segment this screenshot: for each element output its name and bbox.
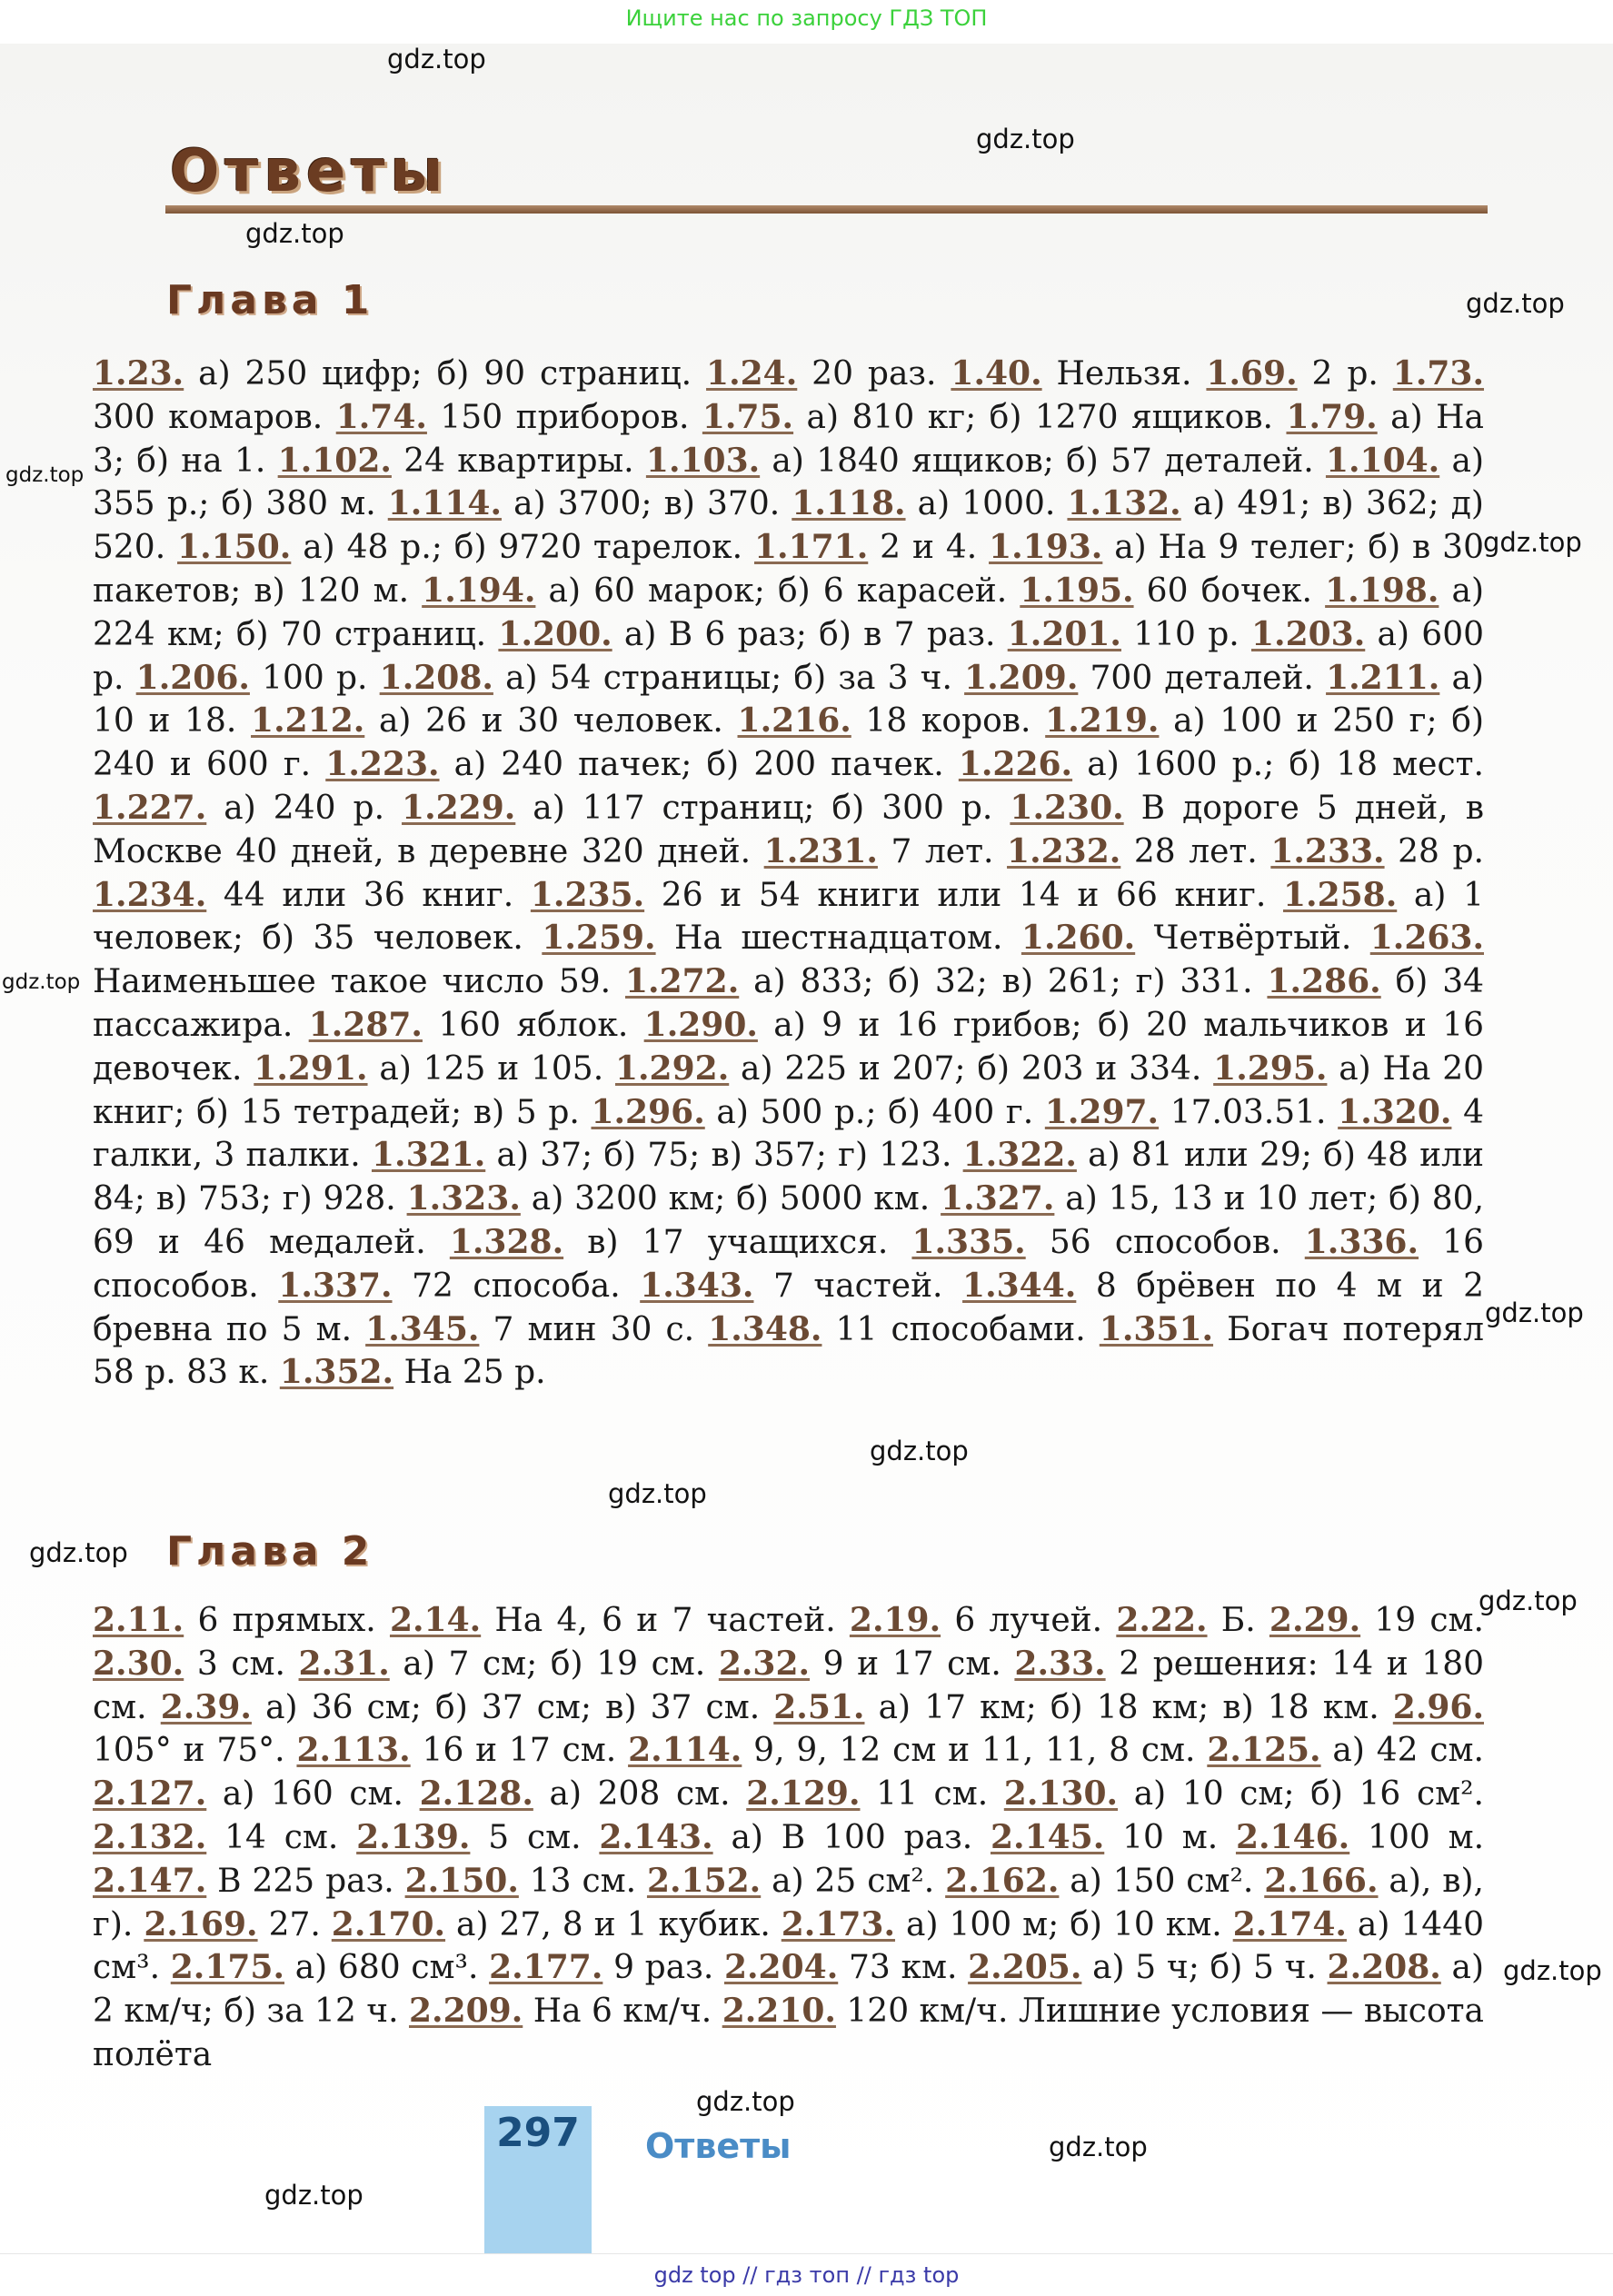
answer-number: 1.292. bbox=[614, 1049, 730, 1088]
answer-text: а) 54 страницы; б) за 3 ч. bbox=[493, 659, 965, 697]
answer-text: а) 1000. bbox=[905, 485, 1068, 523]
answer-number: 2.209. bbox=[409, 1992, 523, 2031]
answer-text: а) 27, 8 и 1 кубик. bbox=[445, 1905, 782, 1943]
page-number: 297 bbox=[496, 2110, 580, 2156]
answer-text: а) 160 см. bbox=[206, 1775, 420, 1814]
answer-number: 2.125. bbox=[1207, 1731, 1321, 1770]
answer-text: 56 способов. bbox=[1025, 1223, 1305, 1261]
answer-text: а) 491; в) 362; д) 520. bbox=[93, 485, 1484, 567]
answer-number: 1.198. bbox=[1325, 571, 1439, 610]
watermark: gdz.top bbox=[5, 463, 85, 487]
answer-text: Богач потерял 58 р. 83 к. bbox=[93, 1310, 1484, 1392]
answer-number: 1.24. bbox=[706, 354, 798, 393]
watermark: gdz.top bbox=[2, 970, 81, 994]
answer-text: а) 48 р.; б) 9720 тарелок. bbox=[291, 529, 754, 567]
answer-text: 120 км/ч. Лишние условия — высота полёта bbox=[93, 1993, 1484, 2073]
answer-text: а) 36 см; б) 37 см; в) 37 см. bbox=[251, 1688, 774, 1726]
answer-number: 2.173. bbox=[781, 1904, 896, 1943]
answer-number: 1.290. bbox=[643, 1005, 758, 1044]
answer-text: 9 и 17 см. bbox=[810, 1645, 1015, 1683]
answer-number: 1.263. bbox=[1369, 919, 1484, 958]
answer-number: 2.146. bbox=[1235, 1817, 1350, 1856]
answer-text: 18 коров. bbox=[851, 702, 1046, 740]
answer-number: 1.209. bbox=[964, 658, 1079, 697]
answer-number: 1.234. bbox=[93, 875, 207, 914]
answer-text: 2 решения: 14 и 180 см. bbox=[93, 1645, 1485, 1726]
answer-text: 60 бочек. bbox=[1133, 572, 1326, 610]
answer-number: 1.103. bbox=[645, 441, 761, 480]
answer-text: а) 150 см². bbox=[1059, 1862, 1265, 1900]
answer-number: 2.174. bbox=[1232, 1904, 1347, 1943]
chapter-1-answers bbox=[93, 353, 1484, 1395]
answer-number: 1.272. bbox=[624, 962, 740, 1001]
answer-number: 1.233. bbox=[1270, 831, 1385, 870]
top-banner-link[interactable]: Ищите нас по запросу ГДЗ ТОП bbox=[625, 5, 988, 31]
answer-number: 1.104. bbox=[1325, 441, 1440, 480]
answer-text: 2 и 4. bbox=[868, 529, 990, 567]
answer-number: 2.170. bbox=[331, 1904, 446, 1943]
answer-text: 7 лет. bbox=[877, 832, 1008, 870]
answer-number: 1.79. bbox=[1286, 397, 1378, 436]
answer-text: 6 прямых. bbox=[184, 1602, 390, 1639]
answer-number: 2.150. bbox=[404, 1861, 519, 1900]
watermark: gdz.top bbox=[387, 44, 486, 75]
answer-text: а) 100 и 250 г; б) 240 и 600 г. bbox=[93, 702, 1485, 784]
answer-number: 1.351. bbox=[1099, 1309, 1214, 1348]
answer-text: 13 см. bbox=[518, 1862, 647, 1900]
answer-text: а) 810 кг; б) 1270 ящиков. bbox=[793, 398, 1287, 436]
answer-number: 2.162. bbox=[945, 1861, 1060, 1900]
answer-text: В дороге 5 дней, в Москве 40 дней, в деревне 320 дней. bbox=[93, 789, 1484, 870]
title-divider bbox=[165, 205, 1488, 214]
answer-number: 2.145. bbox=[990, 1817, 1105, 1856]
watermark: gdz.top bbox=[245, 218, 344, 249]
answer-number: 2.51. bbox=[773, 1687, 865, 1726]
answer-number: 1.296. bbox=[591, 1092, 705, 1131]
answer-number: 1.320. bbox=[1338, 1092, 1452, 1131]
answer-text: 72 способа. bbox=[392, 1267, 641, 1305]
answer-number: 1.75. bbox=[702, 397, 794, 436]
answer-number: 1.216. bbox=[737, 701, 851, 740]
answer-text: а) 224 км; б) 70 страниц. bbox=[93, 572, 1484, 653]
answer-number: 2.127. bbox=[93, 1774, 207, 1814]
answer-text: 9 раз. bbox=[602, 1949, 724, 1987]
watermark: gdz.top bbox=[696, 2086, 795, 2117]
answer-number: 1.201. bbox=[1007, 614, 1121, 653]
watermark: gdz.top bbox=[1479, 1585, 1578, 1616]
answer-number: 1.322. bbox=[962, 1136, 1077, 1175]
answer-text: а) 42 см. bbox=[1320, 1732, 1484, 1770]
answer-number: 2.22. bbox=[1116, 1601, 1208, 1639]
watermark: gdz.top bbox=[608, 1478, 707, 1509]
answer-number: 2.139. bbox=[356, 1817, 471, 1856]
answer-text: В 225 раз. bbox=[206, 1862, 405, 1900]
answer-number: 2.11. bbox=[93, 1601, 184, 1639]
answer-number: 1.297. bbox=[1044, 1092, 1160, 1131]
answer-text: а) 15, 13 и 10 лет; б) 80, 69 и 46 медалей. bbox=[93, 1180, 1485, 1261]
chapter-heading-1: Глава 1 bbox=[166, 277, 374, 323]
answer-number: 2.30. bbox=[93, 1644, 184, 1683]
answer-text: 100 м. bbox=[1349, 1818, 1485, 1856]
answer-text: 7 мин 30 с. bbox=[479, 1310, 709, 1348]
answer-number: 1.348. bbox=[708, 1309, 822, 1348]
answer-text: Нельзя. bbox=[1041, 355, 1207, 393]
answer-number: 1.40. bbox=[951, 354, 1042, 393]
answer-text: б) 34 пассажира. bbox=[93, 963, 1484, 1044]
answer-number: 2.169. bbox=[144, 1904, 258, 1943]
answer-text: 27. bbox=[257, 1905, 332, 1943]
answer-text: Наименьшее такое число 59. bbox=[93, 963, 625, 1001]
answer-number: 1.291. bbox=[254, 1049, 368, 1088]
answer-text: 10 м. bbox=[1104, 1818, 1236, 1856]
answer-number: 1.171. bbox=[754, 528, 869, 567]
answer-number: 2.205. bbox=[968, 1948, 1082, 1987]
answer-text: а) 208 см. bbox=[533, 1775, 747, 1814]
answer-number: 1.345. bbox=[365, 1309, 480, 1348]
answer-text: а) 1600 р.; б) 18 мест. bbox=[1072, 746, 1484, 784]
answer-text: На 6 км/ч. bbox=[523, 1993, 722, 2031]
answer-text: Б. bbox=[1207, 1602, 1269, 1639]
answer-text: а) 1840 ящиков; б) 57 деталей. bbox=[760, 442, 1326, 480]
answer-text: 16 и 17 см. bbox=[410, 1732, 629, 1770]
answer-text: 6 лучей. bbox=[941, 1602, 1117, 1639]
answer-number: 1.195. bbox=[1020, 571, 1134, 610]
answer-number: 1.219. bbox=[1045, 701, 1160, 740]
answer-number: 1.327. bbox=[941, 1179, 1055, 1218]
answer-number: 2.32. bbox=[718, 1644, 811, 1683]
answer-number: 1.226. bbox=[958, 745, 1073, 784]
watermark: gdz.top bbox=[1483, 527, 1582, 558]
answer-text: а) На 9 телег; б) в 30 пакетов; в) 120 м. bbox=[93, 529, 1484, 610]
answer-text: а) 5 ч; б) 5 ч. bbox=[1081, 1949, 1328, 1987]
answer-number: 1.259. bbox=[542, 919, 656, 958]
answer-number: 1.208. bbox=[379, 658, 493, 697]
answer-number: 1.132. bbox=[1067, 484, 1181, 523]
answer-number: 1.295. bbox=[1213, 1049, 1328, 1088]
answer-number: 2.29. bbox=[1269, 1601, 1361, 1639]
answer-number: 1.69. bbox=[1206, 354, 1298, 393]
answer-number: 2.130. bbox=[1003, 1774, 1119, 1814]
answer-text: а) 680 см³. bbox=[284, 1949, 490, 1987]
answer-text: 28 лет. bbox=[1120, 832, 1271, 870]
answer-text: 14 см. bbox=[206, 1818, 357, 1856]
page-title: Ответы bbox=[170, 138, 449, 205]
answer-number: 1.344. bbox=[962, 1266, 1077, 1305]
answer-number: 2.19. bbox=[849, 1601, 941, 1639]
answer-text: а) 3200 км; б) 5000 км. bbox=[520, 1180, 941, 1218]
footer-section-title: Ответы bbox=[645, 2126, 792, 2166]
answer-text: На 25 р. bbox=[393, 1354, 546, 1392]
watermark: gdz.top bbox=[1049, 2132, 1148, 2162]
answer-text: а) 240 пачек; б) 200 пачек. bbox=[439, 746, 959, 784]
answer-text: 28 р. bbox=[1384, 832, 1484, 870]
answer-text: 700 деталей. bbox=[1078, 659, 1327, 697]
answer-text: 4 галки, 3 палки. bbox=[93, 1093, 1484, 1175]
answer-text: 44 или 36 книг. bbox=[206, 876, 531, 914]
answer-text: Четвёртый. bbox=[1135, 919, 1370, 958]
answer-number: 1.229. bbox=[402, 788, 516, 827]
answer-number: 1.206. bbox=[135, 658, 250, 697]
answer-number: 2.143. bbox=[599, 1817, 713, 1856]
answer-text: 160 яблок. bbox=[422, 1006, 644, 1044]
answer-number: 1.335. bbox=[911, 1222, 1026, 1261]
answer-number: 1.323. bbox=[406, 1179, 521, 1218]
answer-text: а) 240 р. bbox=[206, 789, 403, 827]
answer-number: 1.212. bbox=[251, 701, 365, 740]
answer-number: 1.102. bbox=[277, 441, 392, 480]
answer-text: а) 1 человек; б) 35 человек. bbox=[93, 876, 1484, 958]
answer-text: а) 10 и 18. bbox=[93, 659, 1485, 740]
answer-number: 1.74. bbox=[335, 397, 427, 436]
answer-number: 2.96. bbox=[1392, 1687, 1484, 1726]
answer-text: а) 500 р.; б) 400 г. bbox=[704, 1093, 1045, 1131]
watermark: gdz.top bbox=[1466, 288, 1565, 319]
answer-number: 1.231. bbox=[763, 831, 878, 870]
answer-number: 1.203. bbox=[1250, 614, 1366, 653]
answer-number: 1.343. bbox=[640, 1266, 754, 1305]
answer-text: а) 225 и 207; б) 203 и 334. bbox=[729, 1049, 1214, 1088]
answer-text: а), в), г). bbox=[93, 1862, 1484, 1943]
answer-text: 110 р. bbox=[1120, 615, 1251, 653]
watermark: gdz.top bbox=[264, 2180, 363, 2211]
answer-number: 2.113. bbox=[296, 1731, 411, 1770]
answer-text: а) 2 км/ч; б) за 12 ч. bbox=[93, 1949, 1484, 2031]
answer-number: 1.118. bbox=[792, 484, 906, 523]
answer-text: а) 10 см; б) 16 см². bbox=[1118, 1775, 1485, 1814]
answer-text: а) 600 р. bbox=[93, 615, 1485, 697]
answer-text: 24 квартиры. bbox=[391, 442, 646, 480]
answer-text: а) 25 см². bbox=[761, 1862, 946, 1900]
answer-text: а) На 3; б) на 1. bbox=[93, 398, 1484, 480]
answer-number: 1.73. bbox=[1392, 354, 1484, 393]
answer-number: 1.23. bbox=[93, 354, 184, 393]
answer-number: 2.175. bbox=[170, 1948, 285, 1987]
bottom-banner: gdz top // гдз топ // гдз top bbox=[0, 2253, 1613, 2296]
answer-text: а) 9 и 16 грибов; б) 20 мальчиков и 16 девочек. bbox=[93, 1006, 1485, 1088]
answer-text: а) 17 км; б) 18 км; в) 18 км. bbox=[864, 1688, 1393, 1726]
answer-number: 1.328. bbox=[449, 1222, 564, 1261]
answer-text: 11 см. bbox=[860, 1775, 1004, 1814]
answer-text: 8 брёвен по 4 м и 2 бревна по 5 м. bbox=[93, 1267, 1485, 1348]
answer-number: 1.287. bbox=[308, 1005, 423, 1044]
answer-text: а) 81 или 29; б) 48 или 84; в) 753; г) 928. bbox=[93, 1137, 1484, 1218]
answer-text: а) 100 м; б) 10 км. bbox=[895, 1905, 1233, 1943]
chapter-2-answers bbox=[93, 1599, 1484, 2077]
answer-number: 1.286. bbox=[1267, 962, 1381, 1001]
answer-text: а) 26 и 30 человек. bbox=[364, 702, 738, 740]
answer-text: а) В 6 раз; б) в 7 раз. bbox=[612, 615, 1008, 653]
chapter-heading-2: Глава 2 bbox=[166, 1528, 374, 1575]
answer-number: 1.337. bbox=[278, 1266, 393, 1305]
answer-number: 2.177. bbox=[489, 1948, 603, 1987]
answer-number: 2.152. bbox=[646, 1861, 762, 1900]
answer-text: а) 3700; в) 370. bbox=[502, 485, 792, 523]
answer-number: 2.39. bbox=[160, 1687, 252, 1726]
answer-number: 2.166. bbox=[1264, 1861, 1379, 1900]
answer-text: 26 и 54 книги или 14 и 66 книг. bbox=[644, 876, 1283, 914]
answer-number: 1.114. bbox=[387, 484, 503, 523]
answer-text: а) В 100 раз. bbox=[712, 1818, 991, 1856]
answer-number: 1.260. bbox=[1021, 919, 1136, 958]
answer-number: 1.194. bbox=[422, 571, 536, 610]
answer-text: 7 частей. bbox=[753, 1267, 963, 1305]
answer-text: а) 355 р.; б) 380 м. bbox=[93, 442, 1484, 523]
answer-number: 2.33. bbox=[1014, 1644, 1106, 1683]
answer-number: 2.147. bbox=[93, 1861, 207, 1900]
answer-text: 3 см. bbox=[184, 1645, 299, 1683]
answer-text: а) На 20 книг; б) 15 тетрадей; в) 5 р. bbox=[93, 1049, 1485, 1131]
answer-number: 1.193. bbox=[989, 528, 1103, 567]
answer-text: 2 р. bbox=[1297, 355, 1393, 393]
answer-number: 1.230. bbox=[1010, 788, 1124, 827]
answer-number: 2.31. bbox=[298, 1644, 390, 1683]
answer-text: а) 37; б) 75; в) 357; г) 123. bbox=[485, 1137, 963, 1175]
answer-number: 1.200. bbox=[498, 614, 612, 653]
answer-number: 2.204. bbox=[723, 1948, 839, 1987]
answer-number: 2.128. bbox=[419, 1774, 533, 1814]
answer-text: а) 117 страниц; б) 300 р. bbox=[515, 789, 1011, 827]
answer-text: 19 см. bbox=[1360, 1602, 1484, 1639]
answer-number: 1.352. bbox=[279, 1353, 394, 1392]
answer-text: 300 комаров. bbox=[93, 398, 336, 436]
answer-number: 2.114. bbox=[628, 1731, 742, 1770]
answer-number: 2.129. bbox=[746, 1774, 861, 1814]
answer-number: 1.232. bbox=[1007, 831, 1121, 870]
answer-text: а) 7 см; б) 19 см. bbox=[389, 1645, 719, 1683]
answer-text: а) 250 цифр; б) 90 страниц. bbox=[184, 355, 707, 393]
watermark: gdz.top bbox=[1485, 1297, 1584, 1328]
answer-text: 20 раз. bbox=[797, 355, 951, 393]
answer-text: 100 р. bbox=[249, 659, 380, 697]
answer-text: 73 км. bbox=[838, 1949, 969, 1987]
answer-text: На 4, 6 и 7 частей. bbox=[481, 1602, 850, 1639]
answer-text: 150 приборов. bbox=[426, 398, 702, 436]
answer-text: 105° и 75°. bbox=[93, 1732, 297, 1770]
answer-number: 2.132. bbox=[93, 1817, 207, 1856]
answer-number: 1.258. bbox=[1282, 875, 1398, 914]
answer-number: 1.336. bbox=[1304, 1222, 1419, 1261]
answer-number: 2.14. bbox=[389, 1601, 482, 1639]
answer-number: 1.235. bbox=[530, 875, 645, 914]
watermark: gdz.top bbox=[29, 1537, 128, 1568]
answer-text: а) 60 марок; б) 6 карасей. bbox=[535, 572, 1021, 610]
answer-number: 1.227. bbox=[93, 788, 207, 827]
answer-text: а) 833; б) 32; в) 261; г) 331. bbox=[739, 963, 1268, 1001]
answer-text: 17.03.51. bbox=[1159, 1093, 1339, 1131]
answer-text: 5 см. bbox=[470, 1818, 600, 1856]
answer-text: а) 125 и 105. bbox=[367, 1049, 615, 1088]
watermark: gdz.top bbox=[1503, 1955, 1602, 1986]
watermark: gdz.top bbox=[870, 1436, 969, 1466]
answer-text: а) 1440 см³. bbox=[93, 1905, 1485, 1987]
answer-text: 9, 9, 12 см и 11, 11, 8 см. bbox=[742, 1732, 1208, 1770]
answer-text: 11 способами. bbox=[821, 1310, 1100, 1348]
answer-number: 1.211. bbox=[1326, 658, 1440, 697]
answer-number: 2.208. bbox=[1327, 1948, 1441, 1987]
answer-text: На шестнадцатом. bbox=[655, 919, 1021, 958]
watermark: gdz.top bbox=[976, 124, 1075, 154]
answer-number: 1.150. bbox=[177, 528, 292, 567]
answer-text: 16 способов. bbox=[93, 1223, 1484, 1305]
answer-number: 2.210. bbox=[722, 1992, 836, 2031]
answer-number: 1.321. bbox=[371, 1136, 486, 1175]
answer-text: в) 17 учащихся. bbox=[563, 1223, 912, 1261]
answer-number: 1.223. bbox=[325, 745, 440, 784]
